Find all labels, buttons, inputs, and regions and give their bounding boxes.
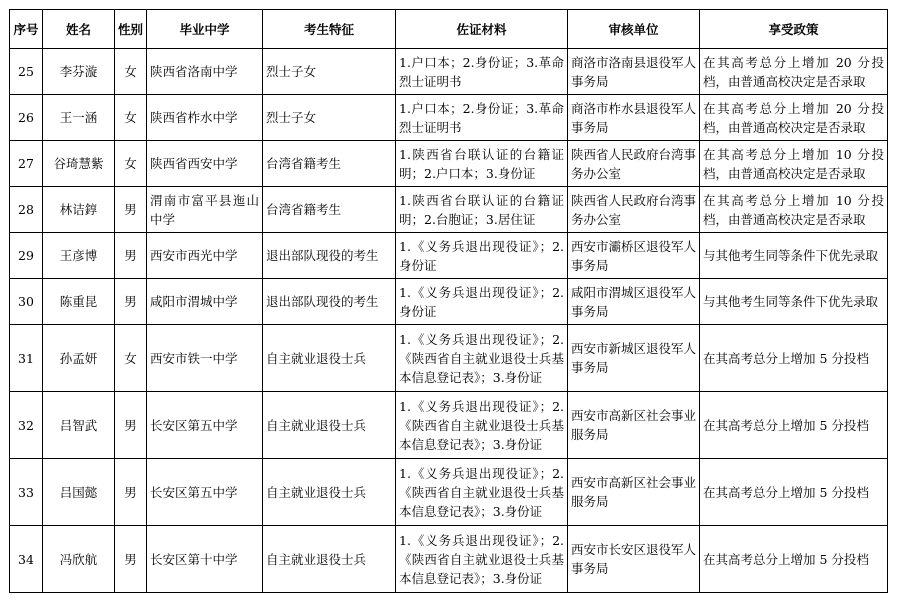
cell-school: 西安市铁一中学 — [147, 325, 263, 392]
header-name: 姓名 — [43, 10, 115, 49]
cell-unit: 陕西省人民政府台湾事务办公室 — [568, 141, 700, 187]
header-row — [10, 10, 888, 49]
header-policy: 享受政策 — [700, 10, 888, 49]
header-materials: 佐证材料 — [396, 10, 568, 49]
header-feature: 考生特征 — [263, 10, 396, 49]
cell-no: 31 — [10, 325, 43, 392]
cell-unit: 西安市高新区社会事业服务局 — [568, 392, 700, 459]
header-gender: 性别 — [115, 10, 147, 49]
header-school: 毕业中学 — [147, 10, 263, 49]
cell-no: 27 — [10, 141, 43, 187]
table-row — [10, 325, 888, 392]
cell-name: 王彦博 — [43, 233, 115, 279]
cell-feature: 自主就业退役士兵 — [263, 459, 396, 526]
cell-policy: 在其高考总分上增加 10 分投档，由普通高校决定是否录取 — [700, 141, 888, 187]
cell-materials: 1.陕西省台联认证的台籍证明；2.户口本；3.身份证 — [396, 141, 568, 187]
cell-gender: 女 — [115, 141, 147, 187]
table-row — [10, 392, 888, 459]
cell-gender: 男 — [115, 187, 147, 233]
cell-no: 26 — [10, 95, 43, 141]
cell-unit: 西安市高新区社会事业服务局 — [568, 459, 700, 526]
cell-school: 陕西省柞水中学 — [147, 95, 263, 141]
cell-policy: 与其他考生同等条件下优先录取 — [700, 233, 888, 279]
cell-school: 长安区第五中学 — [147, 459, 263, 526]
cell-policy: 在其高考总分上增加 5 分投档 — [700, 526, 888, 593]
cell-policy: 与其他考生同等条件下优先录取 — [700, 279, 888, 325]
cell-gender: 女 — [115, 49, 147, 95]
cell-no: 25 — [10, 49, 43, 95]
cell-policy: 在其高考总分上增加 20 分投档，由普通高校决定是否录取 — [700, 49, 888, 95]
cell-name: 孙孟妍 — [43, 325, 115, 392]
table-row — [10, 49, 888, 95]
cell-no: 34 — [10, 526, 43, 593]
cell-materials: 1.《义务兵退出现役证》；2.《陕西省自主就业退役士兵基本信息登记表》；3.身份证 — [396, 392, 568, 459]
cell-no: 32 — [10, 392, 43, 459]
cell-materials: 1.户口本；2.身份证；3.革命烈士证明书 — [396, 49, 568, 95]
table-row — [10, 141, 888, 187]
cell-gender: 男 — [115, 526, 147, 593]
table-row — [10, 95, 888, 141]
cell-feature: 台湾省籍考生 — [263, 141, 396, 187]
cell-school: 咸阳市渭城中学 — [147, 279, 263, 325]
cell-name: 吕智武 — [43, 392, 115, 459]
cell-school: 渭南市富平县迤山中学 — [147, 187, 263, 233]
table-container — [9, 9, 888, 593]
table-row — [10, 279, 888, 325]
cell-name: 陈重昆 — [43, 279, 115, 325]
cell-feature: 烈士子女 — [263, 95, 396, 141]
cell-unit: 西安市灞桥区退役军人事务局 — [568, 233, 700, 279]
cell-name: 冯欣航 — [43, 526, 115, 593]
table-row — [10, 526, 888, 593]
cell-no: 29 — [10, 233, 43, 279]
header-no: 序号 — [10, 10, 43, 49]
cell-policy: 在其高考总分上增加 5 分投档 — [700, 459, 888, 526]
table-row — [10, 187, 888, 233]
cell-school: 长安区第十中学 — [147, 526, 263, 593]
cell-policy: 在其高考总分上增加 10 分投档，由普通高校决定是否录取 — [700, 187, 888, 233]
cell-name: 林诘錞 — [43, 187, 115, 233]
cell-materials: 1.户口本；2.身份证；3.革命烈士证明书 — [396, 95, 568, 141]
cell-materials: 1.《义务兵退出现役证》；2.身份证 — [396, 279, 568, 325]
cell-unit: 陕西省人民政府台湾事务办公室 — [568, 187, 700, 233]
cell-unit: 咸阳市渭城区退役军人事务局 — [568, 279, 700, 325]
cell-feature: 自主就业退役士兵 — [263, 325, 396, 392]
cell-materials: 1.《义务兵退出现役证》；2.《陕西省自主就业退役士兵基本信息登记表》；3.身份证 — [396, 526, 568, 593]
cell-school: 西安市西光中学 — [147, 233, 263, 279]
cell-unit: 商洛市洛南县退役军人事务局 — [568, 49, 700, 95]
cell-no: 30 — [10, 279, 43, 325]
cell-materials: 1.《义务兵退出现役证》；2.身份证 — [396, 233, 568, 279]
cell-feature: 退出部队现役的考生 — [263, 279, 396, 325]
cell-unit: 西安市新城区退役军人事务局 — [568, 325, 700, 392]
cell-name: 李芬漩 — [43, 49, 115, 95]
cell-gender: 女 — [115, 325, 147, 392]
cell-gender: 男 — [115, 392, 147, 459]
cell-school: 陕西省西安中学 — [147, 141, 263, 187]
cell-name: 王一涵 — [43, 95, 115, 141]
cell-school: 长安区第五中学 — [147, 392, 263, 459]
cell-feature: 台湾省籍考生 — [263, 187, 396, 233]
cell-policy: 在其高考总分上增加 20 分投档，由普通高校决定是否录取 — [700, 95, 888, 141]
table-row — [10, 459, 888, 526]
cell-feature: 退出部队现役的考生 — [263, 233, 396, 279]
cell-no: 33 — [10, 459, 43, 526]
cell-feature: 自主就业退役士兵 — [263, 392, 396, 459]
header-unit: 审核单位 — [568, 10, 700, 49]
cell-policy: 在其高考总分上增加 5 分投档 — [700, 325, 888, 392]
cell-gender: 女 — [115, 95, 147, 141]
table-row — [10, 233, 888, 279]
cell-feature: 自主就业退役士兵 — [263, 526, 396, 593]
policy-table — [9, 9, 888, 593]
cell-school: 陕西省洛南中学 — [147, 49, 263, 95]
cell-feature: 烈士子女 — [263, 49, 396, 95]
cell-materials: 1.《义务兵退出现役证》；2.《陕西省自主就业退役士兵基本信息登记表》；3.身份证 — [396, 459, 568, 526]
cell-no: 28 — [10, 187, 43, 233]
cell-materials: 1.陕西省台联认证的台籍证明；2.台胞证；3.居住证 — [396, 187, 568, 233]
cell-gender: 男 — [115, 279, 147, 325]
cell-name: 谷琦慧紫 — [43, 141, 115, 187]
cell-unit: 商洛市柞水县退役军人事务局 — [568, 95, 700, 141]
cell-gender: 男 — [115, 459, 147, 526]
cell-materials: 1.《义务兵退出现役证》；2.《陕西省自主就业退役士兵基本信息登记表》；3.身份证 — [396, 325, 568, 392]
cell-unit: 西安市长安区退役军人事务局 — [568, 526, 700, 593]
cell-policy: 在其高考总分上增加 5 分投档 — [700, 392, 888, 459]
cell-gender: 男 — [115, 233, 147, 279]
cell-name: 吕国懿 — [43, 459, 115, 526]
